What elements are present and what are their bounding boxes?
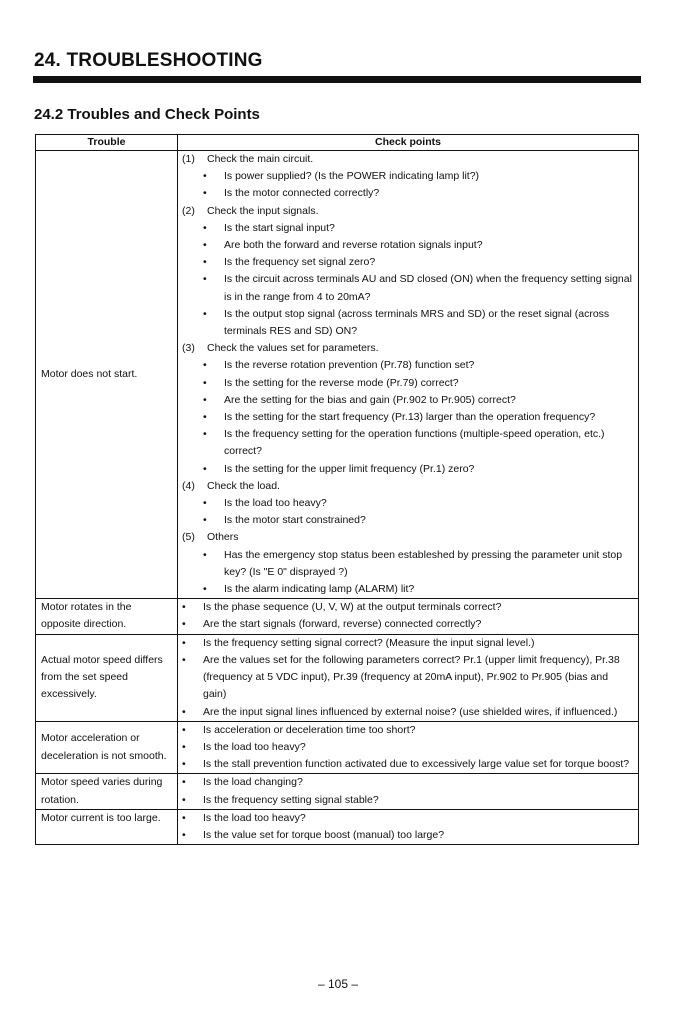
bullet-icon: • <box>182 740 186 753</box>
trouble-cell: Actual motor speed differs from the set speed excessively. <box>36 634 178 721</box>
group-title: Check the input signals. <box>207 204 319 217</box>
group-number: (4) <box>182 479 195 492</box>
list-item: • Is the alarm indicating lamp (ALARM) lit? <box>182 581 634 598</box>
list-item: • Are the start signals (forward, reverse) connected correctly? <box>182 616 634 633</box>
bullet-icon: • <box>203 497 207 510</box>
list-item: • Is acceleration or deceleration time too short? <box>182 722 634 739</box>
table-row <box>36 634 639 721</box>
check-points-cell <box>178 634 639 721</box>
trouble-cell: Motor current is too large. <box>36 809 178 844</box>
list-item: • Is the load too heavy? <box>182 495 634 512</box>
bullet-icon: • <box>203 428 207 441</box>
list-item: • Is the frequency setting signal stable? <box>182 792 634 809</box>
bullet-icon: • <box>203 256 207 269</box>
bullet-icon: • <box>182 601 186 614</box>
table-row <box>36 151 639 599</box>
check-group <box>182 203 634 341</box>
title-rule <box>33 76 641 83</box>
list-item: • Is the motor connected correctly? <box>182 185 634 202</box>
bullet-icon: • <box>182 793 186 806</box>
trouble-cell: Motor acceleration or deceleration is not smooth. <box>36 721 178 774</box>
bullet-icon: • <box>182 705 186 718</box>
check-points-cell <box>178 599 639 634</box>
trouble-cell: Motor speed varies during rotation. <box>36 774 178 809</box>
group-title: Check the main circuit. <box>207 153 314 165</box>
bullet-icon: • <box>203 548 207 561</box>
bullet-icon: • <box>203 462 207 475</box>
check-group <box>182 529 634 598</box>
subsection-title: 24.2 Troubles and Check Points <box>34 106 260 123</box>
list-item: • Is the reverse rotation prevention (Pr.78) function set? <box>182 357 634 374</box>
list-item: • Are both the forward and reverse rotation signals input? <box>182 237 634 254</box>
table-row <box>36 599 639 634</box>
list-item: • Is the value set for torque boost (manual) too large? <box>182 827 634 844</box>
list-item: • Is the circuit across terminals AU and SD closed (ON) when the frequency setting signal is in the range from 4 to 20mA? <box>182 271 634 305</box>
bullet-icon: • <box>182 636 186 649</box>
list-item: • Has the emergency stop status been estableshed by pressing the parameter unit stop key? (Is "E 0" disprayed ?) <box>182 547 634 581</box>
list-item: • Is the phase sequence (U, V, W) at the output terminals correct? <box>182 599 634 616</box>
header-check-points: Check points <box>178 135 639 151</box>
bullet-icon: • <box>182 828 186 841</box>
check-group <box>182 340 634 478</box>
list-item: • Is the frequency set signal zero? <box>182 254 634 271</box>
list-item: • Is power supplied? (Is the POWER indicating lamp lit?) <box>182 168 634 185</box>
check-points-cell <box>178 774 639 809</box>
bullet-icon: • <box>182 653 186 666</box>
bullet-icon: • <box>182 723 186 736</box>
check-group <box>182 478 634 530</box>
check-group <box>182 151 634 203</box>
list-item: • Is the output stop signal (across terminals MRS and SD) or the reset signal (across terminals RES and SD) ON? <box>182 306 634 340</box>
bullet-icon: • <box>203 239 207 252</box>
list-item: • Is the stall prevention function activated due to excessively large value set for torque boost? <box>182 756 634 773</box>
bullet-icon: • <box>203 273 207 286</box>
group-number: (2) <box>182 204 195 217</box>
bullet-icon: • <box>203 307 207 320</box>
list-item: • Is the load changing? <box>182 774 634 791</box>
section-title: 24. TROUBLESHOOTING <box>34 50 263 71</box>
list-item: • Are the setting for the bias and gain (Pr.902 to Pr.905) correct? <box>182 392 634 409</box>
page-number: – 105 – <box>317 977 359 991</box>
bullet-icon: • <box>203 514 207 527</box>
list-item: • Is the motor start constrained? <box>182 512 634 529</box>
bullet-icon: • <box>203 376 207 389</box>
bullet-icon: • <box>182 618 186 631</box>
list-item: • Is the load too heavy? <box>182 739 634 756</box>
table-header-row <box>36 135 639 151</box>
list-item: • Is the load too heavy? <box>182 810 634 827</box>
group-number: (5) <box>182 531 195 544</box>
troubleshooting-table <box>35 134 639 845</box>
list-item: • Is the frequency setting signal correct? (Measure the input signal level.) <box>182 635 634 652</box>
table-row <box>36 809 639 844</box>
bullet-icon: • <box>203 221 207 234</box>
group-title: Check the load. <box>207 479 280 492</box>
check-points-cell <box>178 721 639 774</box>
list-item: • Are the values set for the following parameters correct? Pr.1 (upper limit frequency), Pr.38 (frequency at 5 VDC input), Pr.39 (frequency at 20mA input), Pr.902 to Pr.905 (bias and gain) <box>182 652 634 704</box>
bullet-icon: • <box>203 583 207 596</box>
trouble-cell: Motor rotates in the opposite direction. <box>36 599 178 634</box>
list-item: • Is the setting for the upper limit frequency (Pr.1) zero? <box>182 461 634 478</box>
header-trouble: Trouble <box>36 135 178 151</box>
bullet-icon: • <box>182 811 186 824</box>
list-item: • Is the setting for the reverse mode (Pr.79) correct? <box>182 375 634 392</box>
table-row <box>36 774 639 809</box>
bullet-icon: • <box>203 359 207 372</box>
group-number: (1) <box>182 153 195 165</box>
list-item: • Is the start signal input? <box>182 220 634 237</box>
group-number: (3) <box>182 342 195 355</box>
bullet-icon: • <box>182 758 186 771</box>
list-item: • Are the input signal lines influenced by external noise? (use shielded wires, if influenced.) <box>182 704 634 721</box>
list-item: • Is the setting for the start frequency (Pr.13) larger than the operation frequency? <box>182 409 634 426</box>
check-points-cell <box>178 809 639 844</box>
bullet-icon: • <box>203 187 207 200</box>
table-row <box>36 721 639 774</box>
bullet-icon: • <box>203 170 207 183</box>
trouble-cell: Motor does not start. <box>36 151 178 599</box>
group-title: Others <box>207 531 239 544</box>
bullet-icon: • <box>182 776 186 789</box>
list-item: • Is the frequency setting for the operation functions (multiple-speed operation, etc.) correct? <box>182 426 634 460</box>
group-title: Check the values set for parameters. <box>207 342 379 355</box>
bullet-icon: • <box>203 411 207 424</box>
check-points-cell <box>178 151 639 599</box>
bullet-icon: • <box>203 393 207 406</box>
